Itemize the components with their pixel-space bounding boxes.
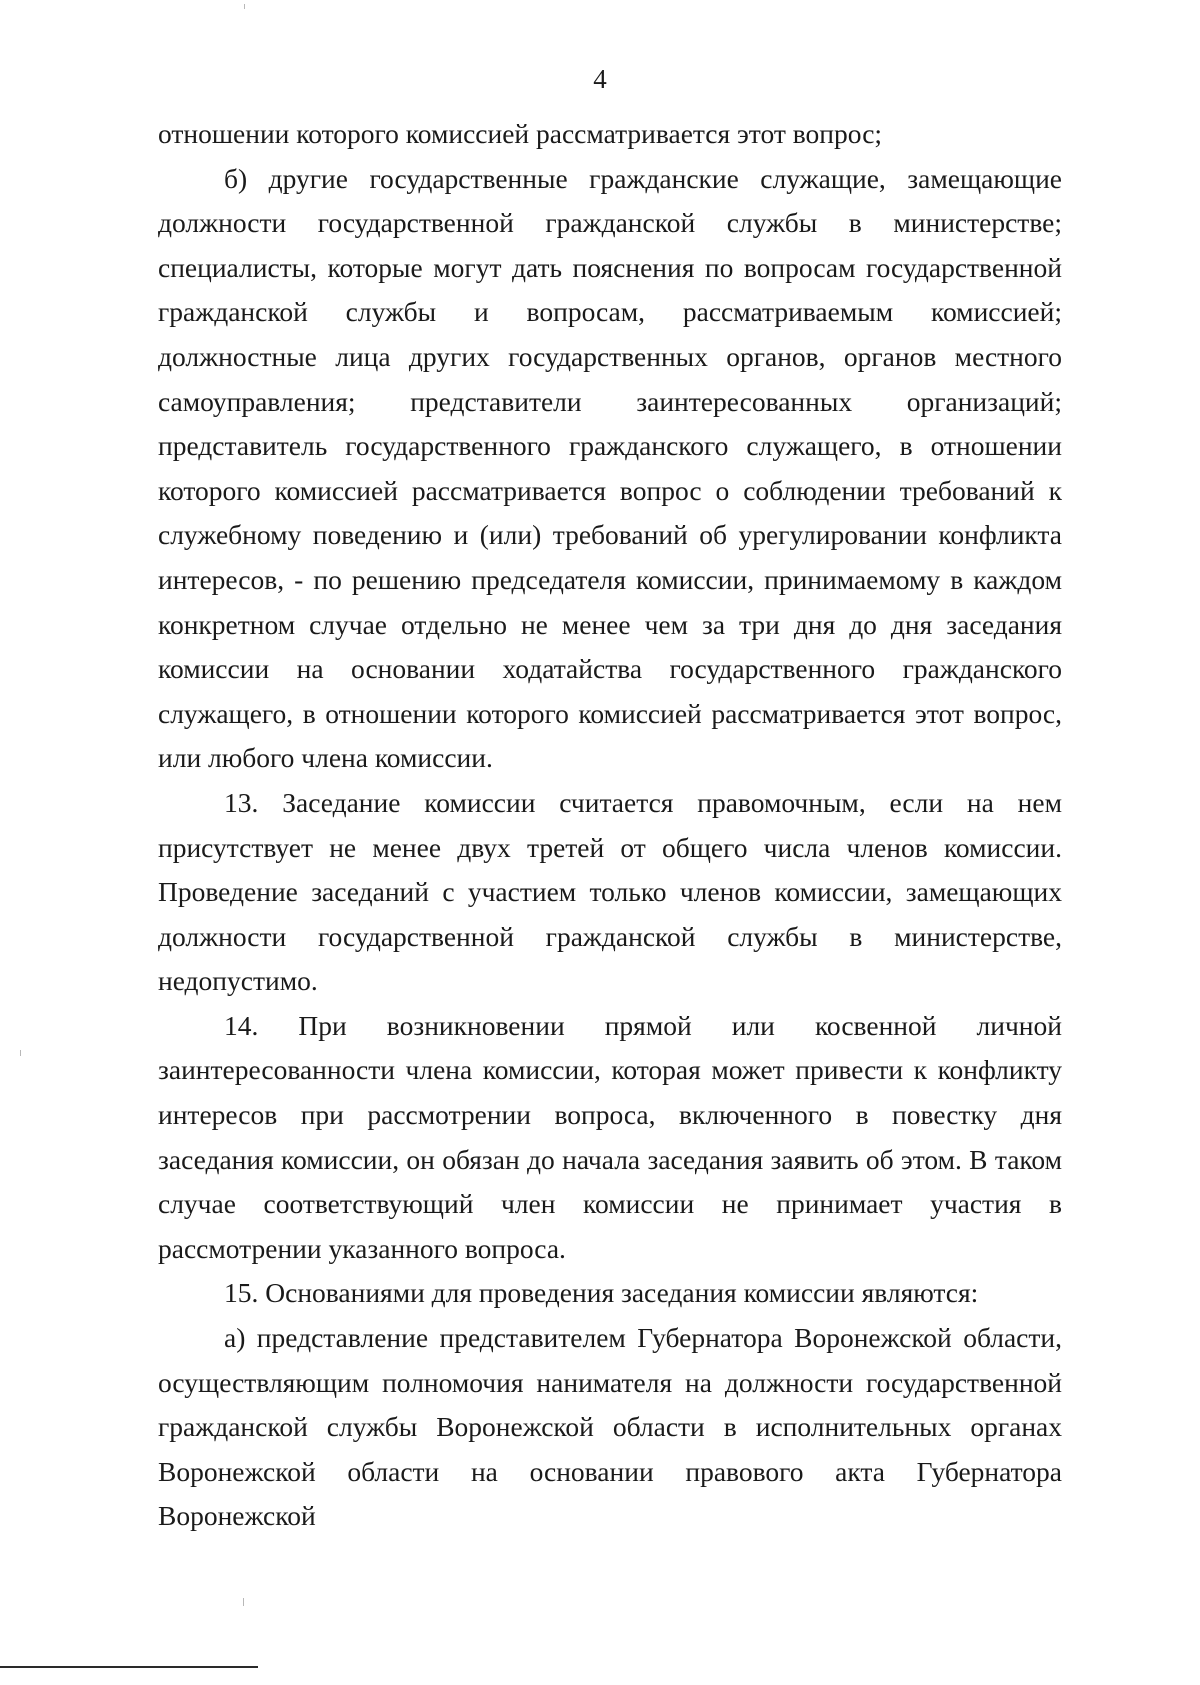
document-body <box>158 112 1062 1539</box>
paragraph-item-a: а) представление представителем Губернатора Воронежской области, осуществляющим полномочия нанимателя на должности государственной гражданской службы Воронежской области в исполнительных органах Воронежской области на основании правового акта Губернатора Воронежской <box>158 1322 1062 1532</box>
scan-mark-bottom <box>243 1598 244 1606</box>
paragraph-continuation: отношении которого комиссией рассматривается этот вопрос; <box>158 118 883 149</box>
paragraph-item-b: б) другие государственные гражданские служащие, замещающие должности государственной гражданской службы в министерстве; специалисты, которые могут дать пояснения по вопросам государственной гражданской службы и вопросам, рассматриваемым комиссией; должностные лица других государственных органов, органов местного самоуправления; представители заинтересованных организаций; представитель государственного гражданского служащего, в отношении которого комиссией рассматривается вопрос о соблюдении требований к служебному поведению и (или) требований об урегулировании конфликта интересов, - по решению председателя комиссии, принимаемому в каждом конкретном случае отдельно не менее чем за три дня до дня заседания комиссии на основании ходатайства государственного гражданского служащего, в отношении которого комиссией рассматривается этот вопрос, или любого члена комиссии. <box>158 162 1062 774</box>
scan-mark-top <box>244 4 245 9</box>
scan-mark-left <box>20 1050 21 1056</box>
paragraph-15: 15. Основаниями для проведения заседания комиссии являются: <box>224 1277 979 1309</box>
footer-rule <box>0 1666 258 1668</box>
paragraph-13: 13. Заседание комиссии считается правомочным, если на нем присутствует не менее двух третей от общего числа членов комиссии. Проведение заседаний с участием только членов комиссии, замещающих должности государственной гражданской службы в министерстве, недопустимо. <box>158 786 1062 997</box>
paragraph-14: 14. При возникновении прямой или косвенной личной заинтересованности члена комиссии, которая может привести к конфликту интересов при рассмотрении вопроса, включенного в повестку дня заседания комиссии, он обязан до начала заседания заявить об этом. В таком случае соответствующий член комиссии не принимает участия в рассмотрении указанного вопроса. <box>158 1009 1062 1264</box>
page-number: 4 <box>593 64 607 94</box>
